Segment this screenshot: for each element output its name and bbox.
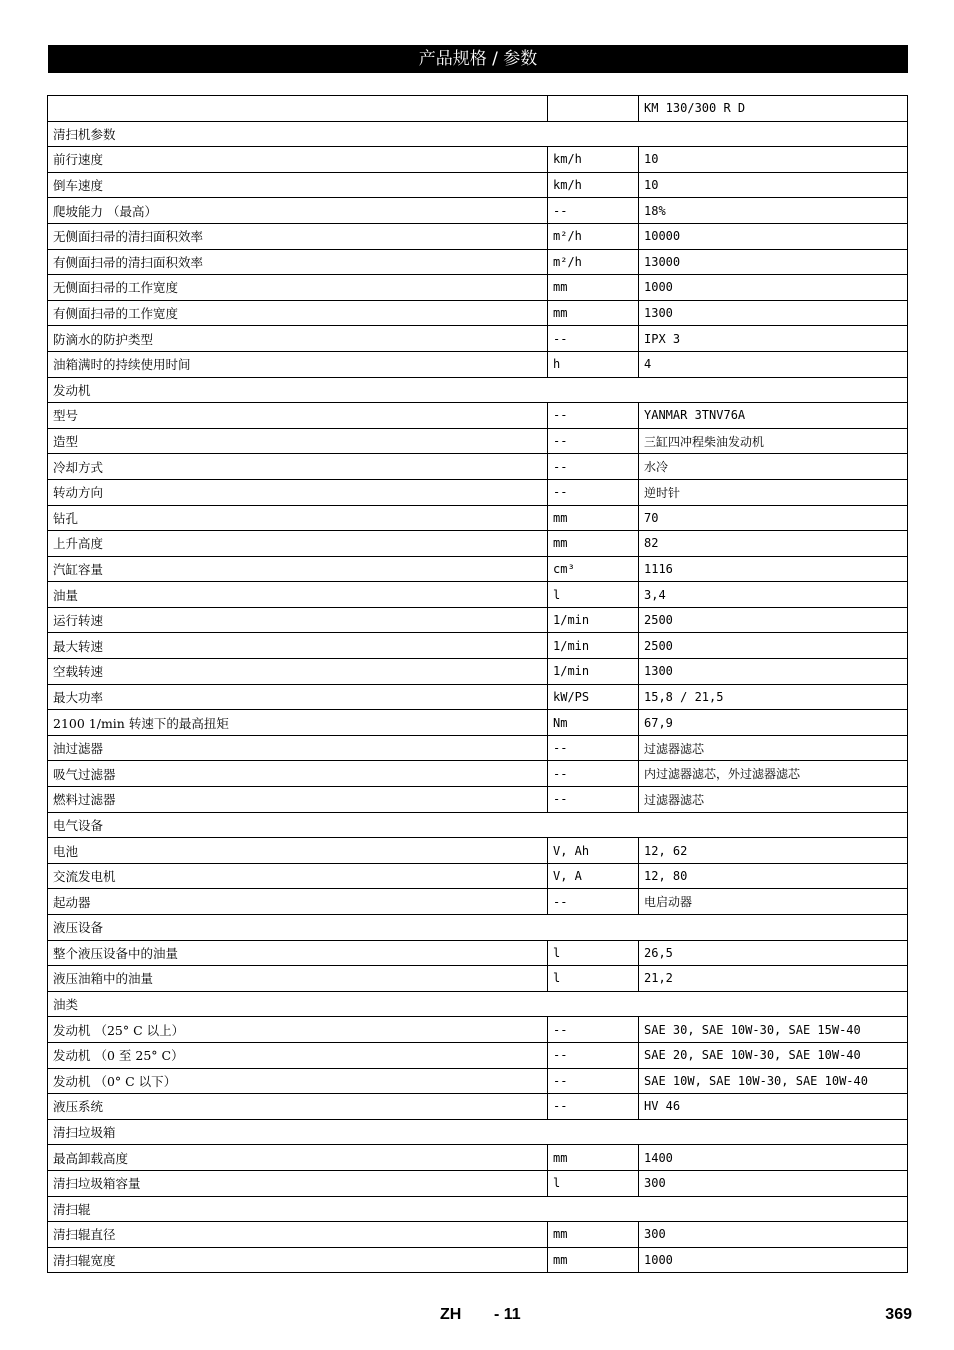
table-row bbox=[48, 300, 908, 326]
table-row bbox=[48, 479, 908, 505]
spec-unit: -- bbox=[548, 889, 639, 915]
table-row bbox=[48, 326, 908, 352]
table-row bbox=[48, 838, 908, 864]
table-row bbox=[48, 1068, 908, 1094]
spec-label: 上升高度 bbox=[48, 531, 548, 557]
spec-label: 造型 bbox=[48, 428, 548, 454]
spec-value: 2500 bbox=[639, 633, 908, 659]
spec-label: 发动机 （25° C 以上） bbox=[48, 1017, 548, 1043]
spec-value: 70 bbox=[639, 505, 908, 531]
spec-label: 无侧面扫帚的清扫面积效率 bbox=[48, 223, 548, 249]
spec-unit: -- bbox=[548, 1042, 639, 1068]
section-row bbox=[48, 377, 908, 403]
spec-value: 三缸四冲程柴油发动机 bbox=[639, 428, 908, 454]
spec-label: 最高卸载高度 bbox=[48, 1145, 548, 1171]
spec-unit: -- bbox=[548, 761, 639, 787]
section-row bbox=[48, 1196, 908, 1222]
spec-label: 最大转速 bbox=[48, 633, 548, 659]
table-header-row bbox=[48, 96, 908, 122]
spec-label: 发动机 （0° C 以下） bbox=[48, 1068, 548, 1094]
spec-value: 过滤器滤芯 bbox=[639, 735, 908, 761]
table-row bbox=[48, 889, 908, 915]
footer-total-page: 369 bbox=[885, 1306, 912, 1323]
spec-unit: km/h bbox=[548, 147, 639, 173]
spec-table-body bbox=[48, 96, 908, 1273]
spec-unit: 1/min bbox=[548, 607, 639, 633]
table-row bbox=[48, 735, 908, 761]
spec-label: 钻孔 bbox=[48, 505, 548, 531]
table-row bbox=[48, 454, 908, 480]
spec-value: 1116 bbox=[639, 556, 908, 582]
spec-unit: km/h bbox=[548, 172, 639, 198]
spec-label: 型号 bbox=[48, 403, 548, 429]
header-label-cell bbox=[48, 96, 548, 122]
spec-unit: V, Ah bbox=[548, 838, 639, 864]
table-row bbox=[48, 863, 908, 889]
spec-unit: mm bbox=[548, 1145, 639, 1171]
spec-label: 有侧面扫帚的工作宽度 bbox=[48, 300, 548, 326]
spec-value: SAE 30, SAE 10W-30, SAE 15W-40 bbox=[639, 1017, 908, 1043]
spec-value: IPX 3 bbox=[639, 326, 908, 352]
spec-label: 清扫辊宽度 bbox=[48, 1247, 548, 1273]
spec-label: 清扫垃圾箱容量 bbox=[48, 1170, 548, 1196]
spec-value: 4 bbox=[639, 351, 908, 377]
table-row bbox=[48, 940, 908, 966]
spec-unit: -- bbox=[548, 1068, 639, 1094]
spec-label: 倒车速度 bbox=[48, 172, 548, 198]
table-row bbox=[48, 531, 908, 557]
spec-value: 13000 bbox=[639, 249, 908, 275]
section-row bbox=[48, 915, 908, 941]
spec-unit: -- bbox=[548, 735, 639, 761]
section-row bbox=[48, 1119, 908, 1145]
table-row bbox=[48, 1247, 908, 1273]
spec-label: 转动方向 bbox=[48, 479, 548, 505]
table-row bbox=[48, 761, 908, 787]
table-row bbox=[48, 1017, 908, 1043]
spec-value: SAE 20, SAE 10W-30, SAE 10W-40 bbox=[639, 1042, 908, 1068]
spec-unit: m²/h bbox=[548, 223, 639, 249]
spec-unit: mm bbox=[548, 1247, 639, 1273]
spec-label: 电池 bbox=[48, 838, 548, 864]
spec-unit: mm bbox=[548, 505, 639, 531]
spec-label: 防滴水的防护类型 bbox=[48, 326, 548, 352]
section-heading: 液压设备 bbox=[48, 915, 908, 941]
spec-unit: mm bbox=[548, 300, 639, 326]
table-row bbox=[48, 172, 908, 198]
spec-label: 燃料过滤器 bbox=[48, 787, 548, 813]
section-heading: 清扫辊 bbox=[48, 1196, 908, 1222]
spec-unit: -- bbox=[548, 479, 639, 505]
table-row bbox=[48, 223, 908, 249]
model-name-cell: KM 130/300 R D bbox=[639, 96, 908, 122]
table-row bbox=[48, 275, 908, 301]
spec-label: 前行速度 bbox=[48, 147, 548, 173]
spec-value: SAE 10W, SAE 10W-30, SAE 10W-40 bbox=[639, 1068, 908, 1094]
table-row bbox=[48, 556, 908, 582]
section-heading: 油类 bbox=[48, 991, 908, 1017]
spec-unit: mm bbox=[548, 1222, 639, 1248]
spec-unit: l bbox=[548, 582, 639, 608]
table-row bbox=[48, 710, 908, 736]
table-row bbox=[48, 505, 908, 531]
spec-value: 2500 bbox=[639, 607, 908, 633]
section-row bbox=[48, 812, 908, 838]
table-row bbox=[48, 198, 908, 224]
spec-unit: l bbox=[548, 1170, 639, 1196]
spec-unit: Nm bbox=[548, 710, 639, 736]
spec-unit: -- bbox=[548, 428, 639, 454]
spec-value: 18% bbox=[639, 198, 908, 224]
spec-value: 300 bbox=[639, 1222, 908, 1248]
table-row bbox=[48, 147, 908, 173]
spec-value: 300 bbox=[639, 1170, 908, 1196]
spec-value: 3,4 bbox=[639, 582, 908, 608]
table-row bbox=[48, 607, 908, 633]
section-heading: 电气设备 bbox=[48, 812, 908, 838]
spec-unit: l bbox=[548, 940, 639, 966]
spec-value: HV 46 bbox=[639, 1094, 908, 1120]
table-row bbox=[48, 403, 908, 429]
spec-label: 空载转速 bbox=[48, 659, 548, 685]
spec-value: 1400 bbox=[639, 1145, 908, 1171]
spec-label: 无侧面扫帚的工作宽度 bbox=[48, 275, 548, 301]
spec-label: 运行转速 bbox=[48, 607, 548, 633]
spec-label: 冷却方式 bbox=[48, 454, 548, 480]
spec-value: 1000 bbox=[639, 1247, 908, 1273]
spec-unit: -- bbox=[548, 1094, 639, 1120]
spec-label: 交流发电机 bbox=[48, 863, 548, 889]
spec-label: 油量 bbox=[48, 582, 548, 608]
spec-unit: kW/PS bbox=[548, 684, 639, 710]
spec-label: 清扫辊直径 bbox=[48, 1222, 548, 1248]
spec-unit: V, A bbox=[548, 863, 639, 889]
spec-value: YANMAR 3TNV76A bbox=[639, 403, 908, 429]
spec-unit: -- bbox=[548, 403, 639, 429]
spec-label: 吸气过滤器 bbox=[48, 761, 548, 787]
spec-label: 发动机 （0 至 25° C） bbox=[48, 1042, 548, 1068]
spec-label: 2100 1/min 转速下的最高扭矩 bbox=[48, 710, 548, 736]
table-row bbox=[48, 633, 908, 659]
spec-unit: h bbox=[548, 351, 639, 377]
spec-value: 12, 62 bbox=[639, 838, 908, 864]
table-row bbox=[48, 582, 908, 608]
spec-value: 82 bbox=[639, 531, 908, 557]
table-row bbox=[48, 1222, 908, 1248]
page-title: 产品规格 / 参数 bbox=[48, 45, 908, 73]
spec-value: 21,2 bbox=[639, 966, 908, 992]
footer-page-number: - 11 bbox=[494, 1306, 521, 1323]
spec-unit: 1/min bbox=[548, 659, 639, 685]
spec-value: 10 bbox=[639, 147, 908, 173]
spec-label: 起动器 bbox=[48, 889, 548, 915]
table-row bbox=[48, 659, 908, 685]
table-row bbox=[48, 1145, 908, 1171]
spec-unit: m²/h bbox=[548, 249, 639, 275]
spec-unit: mm bbox=[548, 531, 639, 557]
section-heading: 发动机 bbox=[48, 377, 908, 403]
table-row bbox=[48, 1094, 908, 1120]
table-row bbox=[48, 966, 908, 992]
spec-unit: -- bbox=[548, 198, 639, 224]
spec-label: 液压系统 bbox=[48, 1094, 548, 1120]
spec-unit: -- bbox=[548, 454, 639, 480]
spec-unit: mm bbox=[548, 275, 639, 301]
spec-unit: -- bbox=[548, 787, 639, 813]
spec-label: 油过滤器 bbox=[48, 735, 548, 761]
spec-label: 最大功率 bbox=[48, 684, 548, 710]
spec-table bbox=[47, 95, 908, 1273]
table-row bbox=[48, 787, 908, 813]
spec-value: 10 bbox=[639, 172, 908, 198]
spec-value: 电启动器 bbox=[639, 889, 908, 915]
spec-value: 15,8 / 21,5 bbox=[639, 684, 908, 710]
section-heading: 清扫垃圾箱 bbox=[48, 1119, 908, 1145]
spec-value: 水冷 bbox=[639, 454, 908, 480]
spec-label: 油箱满时的持续使用时间 bbox=[48, 351, 548, 377]
spec-value: 1000 bbox=[639, 275, 908, 301]
spec-value: 12, 80 bbox=[639, 863, 908, 889]
spec-value: 过滤器滤芯 bbox=[639, 787, 908, 813]
spec-unit: -- bbox=[548, 1017, 639, 1043]
spec-unit: 1/min bbox=[548, 633, 639, 659]
header-unit-cell bbox=[548, 96, 639, 122]
footer-language: ZH bbox=[440, 1306, 462, 1323]
spec-value: 逆时针 bbox=[639, 479, 908, 505]
spec-value: 26,5 bbox=[639, 940, 908, 966]
section-row bbox=[48, 121, 908, 147]
spec-value: 67,9 bbox=[639, 710, 908, 736]
spec-unit: cm³ bbox=[548, 556, 639, 582]
table-row bbox=[48, 428, 908, 454]
section-heading: 清扫机参数 bbox=[48, 121, 908, 147]
table-row bbox=[48, 684, 908, 710]
spec-unit: -- bbox=[548, 326, 639, 352]
spec-value: 1300 bbox=[639, 300, 908, 326]
spec-label: 整个液压设备中的油量 bbox=[48, 940, 548, 966]
table-row bbox=[48, 249, 908, 275]
spec-label: 爬坡能力 （最高） bbox=[48, 198, 548, 224]
table-row bbox=[48, 1170, 908, 1196]
spec-value: 1300 bbox=[639, 659, 908, 685]
table-row bbox=[48, 351, 908, 377]
spec-label: 汽缸容量 bbox=[48, 556, 548, 582]
table-row bbox=[48, 1042, 908, 1068]
spec-unit: l bbox=[548, 966, 639, 992]
spec-label: 有侧面扫帚的清扫面积效率 bbox=[48, 249, 548, 275]
spec-label: 液压油箱中的油量 bbox=[48, 966, 548, 992]
spec-value: 10000 bbox=[639, 223, 908, 249]
section-row bbox=[48, 991, 908, 1017]
spec-value: 内过滤器滤芯，外过滤器滤芯 bbox=[639, 761, 908, 787]
